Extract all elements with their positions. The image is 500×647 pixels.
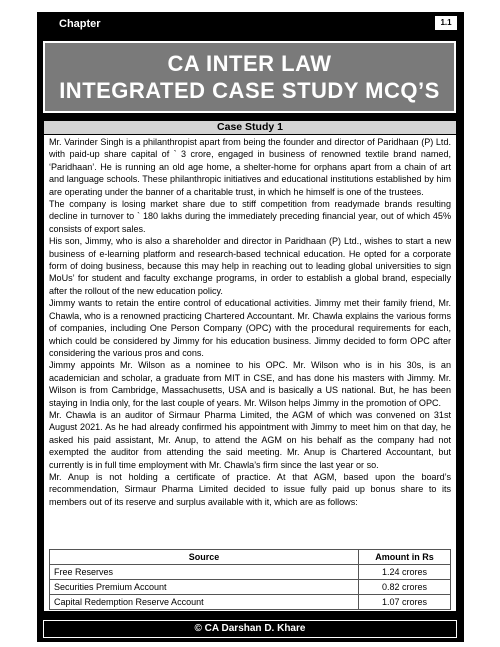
column-header-source: Source [50, 550, 359, 565]
amount-cell: 1.07 crores [359, 595, 451, 610]
case-study-title: Case Study 1 [44, 121, 456, 135]
case-paragraph: Mr. Chawla is an auditor of Sirmaur Pharma Limited, the AGM of which was convened on 31st August 2021. As he had already confirmed his appointment with Jimmy to meet him on that day, he asked his paid assistant, Mr. Anup, to attend the AGM on his behalf as the company had not exempted the auditor from attending the said meeting. Mr. Anup is Chartered Accountant, but currently is in full time employment with Mr. Chawla’s firm since the last year or so. [49, 409, 451, 470]
column-header-amount: Amount in Rs [359, 550, 451, 565]
chapter-label: Chapter [47, 12, 131, 34]
table-row [50, 595, 451, 610]
case-paragraph: Jimmy wants to retain the entire control of educational activities. Jimmy met their family friend, Mr. Chawla, who is a renowned practicing Chartered Accountant. Mr. Chawla explains the various forms of companies, including One Person Company (OPC) with the procedural requirements for each, which could be considered by Jimmy for his education business. Jimmy decided to form OPC after considering the various pros and cons. [49, 298, 451, 358]
amount-cell: 1.24 crores [359, 565, 451, 580]
table-row [50, 580, 451, 595]
reserves-table [49, 549, 451, 610]
case-paragraph: The company is losing market share due to stiff competition from readymade brands resulting decline in turnover to ` 180 lakhs during the immediately preceding financial year, out of which 45% consists of export sales. [49, 199, 451, 234]
source-cell: Securities Premium Account [50, 580, 359, 595]
table-header-row [50, 550, 451, 565]
table-row [50, 565, 451, 580]
source-cell: Free Reserves [50, 565, 359, 580]
amount-cell: 0.82 crores [359, 580, 451, 595]
case-paragraph: His son, Jimmy, who is also a shareholder and director in Paridhaan (P) Ltd., wishes to start a new business of e-learning platform and research-based technical education. He opted for a corporate form of doing business, because this may help in reaching out to leading global universities to sign MoUs’ for student and faculty exchange programs, in order to establish a global brand, especially after the rollout of the new education policy. [49, 236, 451, 296]
copyright-footer: © CA Darshan D. Khare [43, 620, 457, 638]
banner-title-line-2: INTEGRATED CASE STUDY MCQ’S [59, 78, 440, 103]
case-paragraph: Mr. Anup is not holding a certificate of practice. At that AGM, based upon the board’s recommendation, Sirmaur Pharma Limited decided to issue fully paid up bonus share to its members out of its reserve and surplus available with it, which are as follows: [49, 471, 451, 507]
case-paragraph: Mr. Varinder Singh is a philanthropist apart from being the founder and director of Paridhaan (P) Ltd. with paid-up share capital of ` 3 crore, engaged in business of renowned textile brand named, ‘Paridhaan’. He is running an old age home, a shelter-home for orphans apart from a chain of art and language schools. These philanthropic initiatives and educational institutions established by him are operating under the banner of a charitable trust, in which he himself is one of the trustees. [49, 137, 451, 197]
title-banner [43, 41, 456, 113]
case-study-panel [43, 120, 457, 612]
case-study-body [44, 135, 456, 508]
banner-title-line-1: CA INTER LAW [167, 51, 332, 76]
case-paragraph: Jimmy appoints Mr. Wilson as a nominee to his OPC. Mr. Wilson who is in his 30s, is an academician and scholar, a graduate from MIT in CSE, and has done his masters with Jimmy. Mr. Wilson is from Cambridge, Massachusetts, USA and is basically a US national. But, he has been staying in India only, for the last couple of years. Mr. Wilson helps Jimmy in the promotion of OPC. [49, 360, 451, 408]
source-cell: Capital Redemption Reserve Account [50, 595, 359, 610]
chapter-number: 1.1 [434, 15, 458, 31]
